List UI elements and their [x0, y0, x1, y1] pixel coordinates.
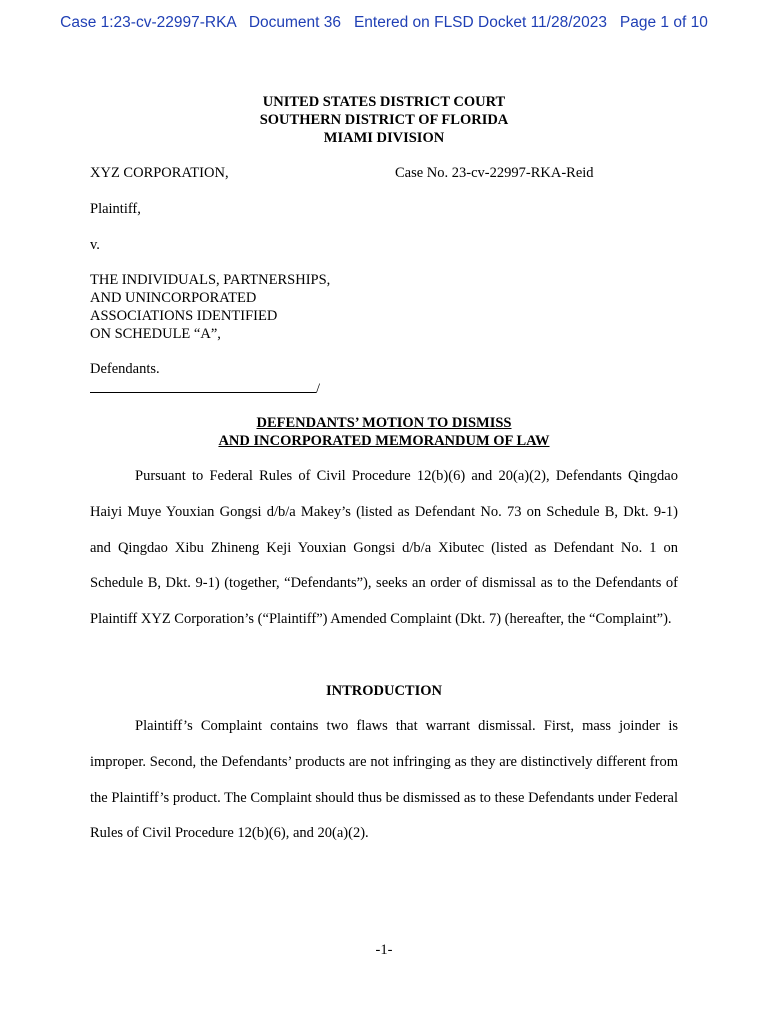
docket-entered-date: Entered on FLSD Docket 11/28/2023 [353, 14, 607, 31]
caption-slash: / [316, 381, 321, 397]
defendants-caption [90, 271, 330, 343]
docket-case-number: Case 1:23-cv-22997-RKA [60, 14, 236, 31]
docket-document-number: Document 36 [248, 14, 342, 31]
docket-header [0, 14, 768, 32]
introduction-heading: INTRODUCTION [325, 683, 442, 699]
plaintiff-name: XYZ CORPORATION, [90, 165, 229, 181]
court-heading [0, 93, 768, 147]
plaintiff-label: Plaintiff, [90, 201, 141, 217]
defendants-line: ASSOCIATIONS IDENTIFIED [90, 308, 278, 324]
court-district: SOUTHERN DISTRICT OF FLORIDA [259, 112, 509, 128]
caption-rule [90, 378, 316, 393]
caption-signature-line [90, 378, 320, 398]
docket-page-count: Page 1 of 10 [619, 14, 708, 31]
introduction-paragraph: Plaintiff’s Complaint contains two flaws that warrant dismissal. First, mass joinder is improper. Second, the Defendants’ products are not infringing as they are distinctively different from the Plaintiff’s product. The Complaint should thus be dismissed as to these Defendants under Federal Rules of Civil Procedure 12(b)(6), and 20(a)(2). [90, 718, 678, 842]
defendants-label: Defendants. [90, 361, 160, 377]
page-number: -1- [375, 942, 393, 958]
defendants-line: ON SCHEDULE “A”, [90, 326, 221, 342]
opening-paragraph: Pursuant to Federal Rules of Civil Procedure 12(b)(6) and 20(a)(2), Defendants Qingdao Haiyi Muye Youxian Gongsi d/b/a Makey’s (listed as Defendant No. 73 on Schedule B, Dkt. 9-1) and Qingdao Xibu Zhineng Keji Youxian Gongsi d/b/a Xibutec (listed as Defendant No. 1 on Schedule B, Dkt. 9-1) (together, “Defendants”), seeks an order of dismissal as to the Defendants of Plaintiff XYZ Corporation’s (“Plaintiff”) Amended Complaint (Dkt. 7) (hereafter, the “Complaint”). [90, 468, 678, 628]
court-name: UNITED STATES DISTRICT COURT [262, 94, 506, 110]
case-number: Case No. 23-cv-22997-RKA-Reid [395, 165, 594, 181]
versus-label: v. [90, 237, 100, 253]
motion-title [0, 414, 768, 450]
motion-title-line-2: AND INCORPORATED MEMORANDUM OF LAW [218, 433, 550, 449]
court-division: MIAMI DIVISION [323, 130, 445, 146]
defendants-line: AND UNINCORPORATED [90, 290, 257, 306]
defendants-line: THE INDIVIDUALS, PARTNERSHIPS, [90, 272, 331, 288]
motion-title-line-1: DEFENDANTS’ MOTION TO DISMISS [256, 415, 512, 431]
